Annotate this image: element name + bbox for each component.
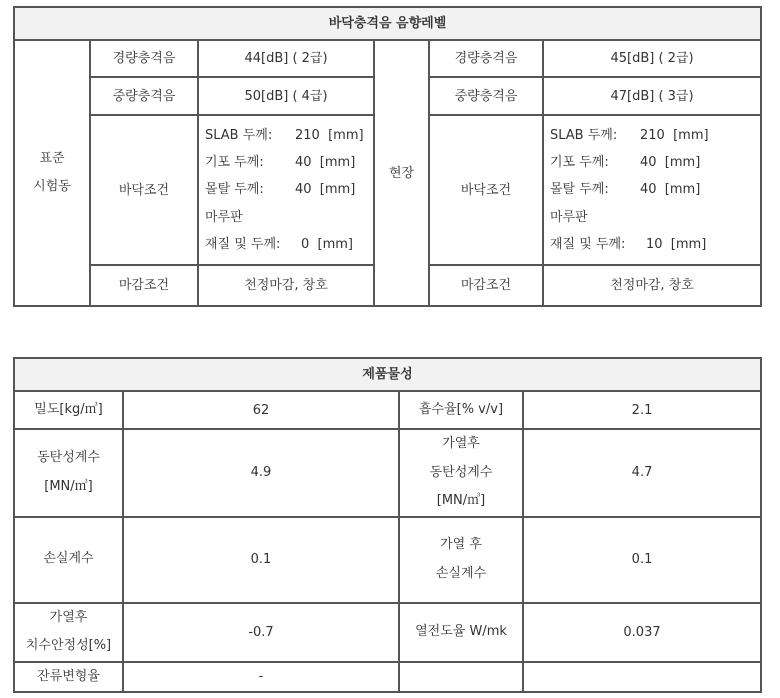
site-floor-conditions bbox=[543, 115, 761, 265]
loss-factor-label: 손실계수 bbox=[14, 517, 123, 603]
empty-value-cell bbox=[523, 662, 761, 693]
thermal-conductivity-label: 열전도율 W/mk bbox=[399, 603, 523, 662]
site-floor-line: 마루판 bbox=[550, 209, 588, 225]
heated-dynamic-stiffness-value: 4.7 bbox=[523, 429, 761, 517]
empty-label-cell bbox=[399, 662, 523, 693]
std-light-value: 44[dB] ( 2급) bbox=[198, 40, 374, 77]
std-floor-line: 기포 두께: 40 [mm] bbox=[205, 154, 356, 170]
std-floor-line: SLAB 두께: 210 [mm] bbox=[205, 127, 364, 143]
site-floor-line: 재질 및 두께: 10 [mm] bbox=[550, 237, 707, 253]
dimensional-stability-label: 가열후 치수안정성[%] bbox=[14, 603, 123, 662]
std-floor-line: 몰탈 두께: 40 [mm] bbox=[205, 182, 356, 198]
product-properties-table bbox=[13, 357, 762, 693]
std-finish-value: 천정마감, 창호 bbox=[198, 265, 374, 306]
std-heavy-label: 중량충격음 bbox=[90, 77, 198, 115]
dimensional-stability-value: -0.7 bbox=[123, 603, 399, 662]
site-label: 현장 bbox=[374, 40, 429, 306]
density-label: 밀도[kg/㎥] bbox=[14, 391, 123, 429]
site-floor-line: SLAB 두께: 210 [mm] bbox=[550, 127, 709, 143]
dynamic-stiffness-label: 동탄성계수 [MN/㎥] bbox=[14, 429, 123, 517]
site-heavy-label: 중량충격음 bbox=[429, 77, 543, 115]
site-floor-line: 기포 두께: 40 [mm] bbox=[550, 154, 701, 170]
site-floor-line: 몰탈 두께: 40 [mm] bbox=[550, 182, 701, 198]
heated-loss-factor-label: 가열 후 손실계수 bbox=[399, 517, 523, 603]
absorption-value: 2.1 bbox=[523, 391, 761, 429]
absorption-label: 흡수율[% v/v] bbox=[399, 391, 523, 429]
heated-dynamic-stiffness-label: 가열후 동탄성계수 [MN/㎥] bbox=[399, 429, 523, 517]
residual-strain-value: - bbox=[123, 662, 399, 693]
std-floor-label: 바닥조건 bbox=[90, 115, 198, 265]
std-light-label: 경량충격음 bbox=[90, 40, 198, 77]
thermal-conductivity-value: 0.037 bbox=[523, 603, 761, 662]
site-light-label: 경량충격음 bbox=[429, 40, 543, 77]
loss-factor-value: 0.1 bbox=[123, 517, 399, 603]
residual-strain-label: 잔류변형율 bbox=[14, 662, 123, 693]
std-test-label: 표준 시험동 bbox=[14, 40, 90, 306]
std-floor-conditions bbox=[198, 115, 374, 265]
site-floor-label: 바닥조건 bbox=[429, 115, 543, 265]
std-floor-line: 마루판 bbox=[205, 209, 243, 225]
site-light-value: 45[dB] ( 2급) bbox=[543, 40, 761, 77]
heated-loss-factor-value: 0.1 bbox=[523, 517, 761, 603]
std-floor-line: 재질 및 두께: 0 [mm] bbox=[205, 237, 354, 253]
density-value: 62 bbox=[123, 391, 399, 429]
std-heavy-value: 50[dB] ( 4급) bbox=[198, 77, 374, 115]
impact-sound-table bbox=[13, 6, 762, 307]
properties-title: 제품물성 bbox=[14, 358, 761, 391]
site-heavy-value: 47[dB] ( 3급) bbox=[543, 77, 761, 115]
site-finish-label: 마감조건 bbox=[429, 265, 543, 306]
std-finish-label: 마감조건 bbox=[90, 265, 198, 306]
dynamic-stiffness-value: 4.9 bbox=[123, 429, 399, 517]
impact-table-title: 바닥충격음 음향레벨 bbox=[14, 7, 761, 40]
site-finish-value: 천정마감, 창호 bbox=[543, 265, 761, 306]
